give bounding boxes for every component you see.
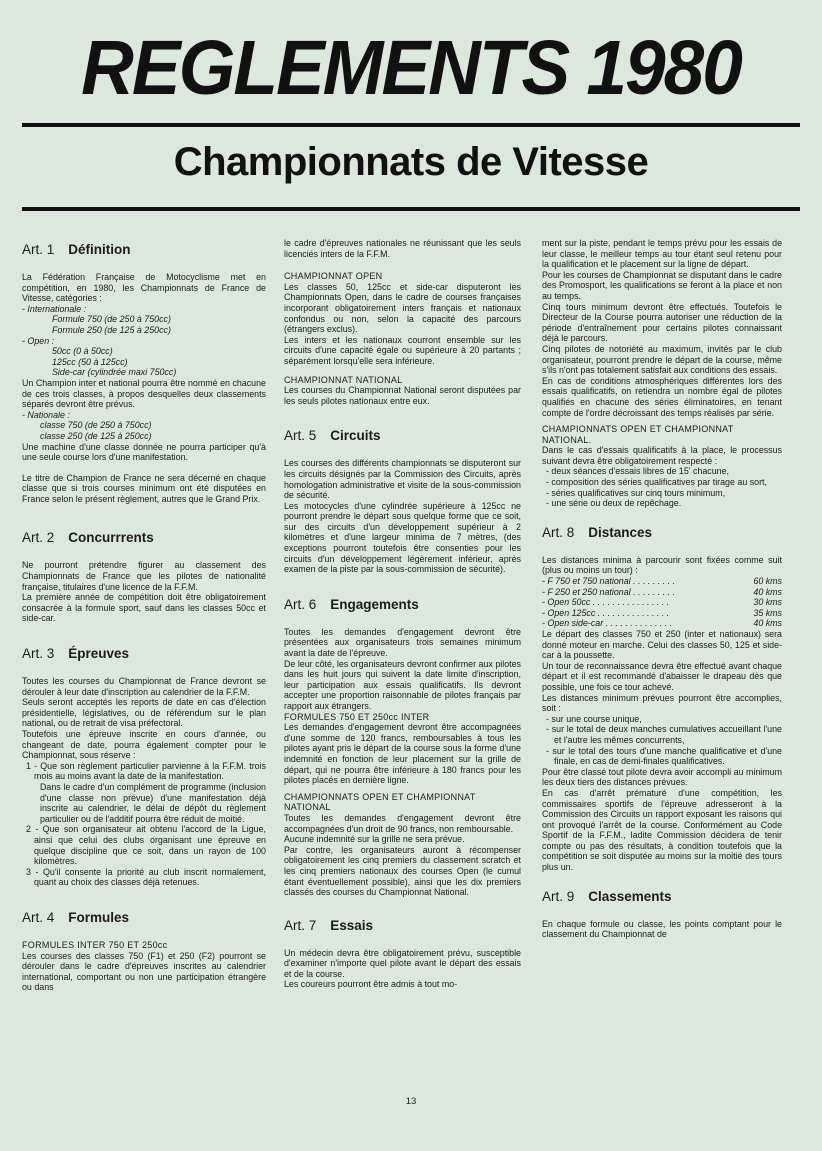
article-title: Concurrrents bbox=[68, 530, 154, 546]
list-item: Dans le cadre d'un complément de programme (inclusion d'une classe non prévue) d'une manifestation déjà inscrite au calendrier, le délai de dépôt du règlement particulier ou de l'additif pourra être réduit de moitié. bbox=[40, 781, 266, 824]
spacer bbox=[284, 367, 521, 375]
paragraph: Un tour de reconnaissance devra être effectué avant chaque départ et il est recommandé d'abaisser le drapeau dès que possible, une fois ce tour achevé. bbox=[542, 660, 782, 692]
list-item: classe 250 (de 125 à 250cc) bbox=[40, 430, 152, 441]
article-title: Formules bbox=[68, 909, 130, 925]
paragraph: Toutes les courses du Championnat de France devront se dérouler à leur date d'inscription au calendrier de la F.F.M. bbox=[22, 676, 266, 697]
paragraph: Par contre, les organisateurs auront à récompenser obligatoirement les cinq premiers du classement scratch et les cinq premiers nationaux des courses Open (le cumul étant éventuellement possible), ainsi que les dix premiers classés des courses du Championnat National. bbox=[284, 844, 521, 898]
spacer bbox=[22, 463, 266, 473]
paragraph: Les demandes d'engagement devront être accompagnées d'une somme de 120 francs, remboursables à tous les pilotes ayant pris le départ de la course sous la forme d'une indemnité en fonction de leur placement sur la grille de départ, qui ne pourra être inférieure à 180 francs pour les pilotes placés en dernière ligne. bbox=[284, 722, 521, 786]
paragraph: Les motocycles d'une cylindrée supérieure à 125cc ne pourront prendre le départ sous quelque forme que ce soit, sur des circuits d'un développement supérieur à 2 kilomètres et d'une largeur minima de 7 mètres, (des exceptions pourront toutefois être consenties pour les circuits d'un développement légèrement inférieur, après examen de la piste par la sous-commission de sécurité). bbox=[284, 500, 521, 575]
article-number: Art. 9 bbox=[542, 888, 575, 904]
spacer bbox=[22, 504, 266, 530]
list-item: - Nationale : bbox=[22, 409, 70, 420]
spacer bbox=[542, 873, 782, 889]
distance-value: 40 kms bbox=[753, 586, 782, 597]
article-title: Classements bbox=[588, 888, 672, 904]
list-item: - sur le total de deux manches cumulatives accueillant l'une et l'autre les mêmes concurrents, bbox=[546, 724, 782, 745]
section-heading: CHAMPIONNATS OPEN ET CHAMPIONNAT NATIONAL. bbox=[542, 424, 734, 445]
section-heading: FORMULES INTER 750 ET 250cc bbox=[22, 939, 168, 950]
paragraph: Cinq tours minimum devront être effectués. Toutefois le Directeur de la Course pourra autoriser une réduction de la période d'entraînement pour certains pilotes connaissant déjà le parcours. bbox=[542, 301, 782, 344]
list-item: 3 - Qu'il consente la priorité au club inscrit normalement, quant au choix des classes déjà retenues. bbox=[26, 866, 266, 888]
paragraph: Dans le cas d'essais qualificatifs à la place, le processus suivant devra être obligatoirement respecté : bbox=[542, 445, 782, 466]
article-title: Épreuves bbox=[68, 646, 130, 662]
distance-label: - F 250 et 250 national . . . . . . . . . bbox=[542, 586, 676, 597]
article-title: Distances bbox=[588, 524, 653, 540]
paragraph: En cas de conditions atmosphériques différentes lors des essais qualificatifs, on retiendra un nombre égal de pilotes qualifiés en chacune des séries éliminatoires, en tenant compte de l'ordre décroissant des temps réalisés par série. bbox=[542, 375, 782, 418]
paragraph: Les classes 50, 125cc et side-car disputeront les Championnats Open, dans le cadre de courses françaises incorporant obligatoirement inters français et nationaux confondus ou non, selon la capacité des parcours (étrangers exclus). bbox=[284, 281, 521, 335]
distance-label: - Open 125cc . . . . . . . . . . . . . . . bbox=[542, 607, 670, 618]
distance-row bbox=[542, 618, 782, 629]
column-2 bbox=[284, 238, 521, 990]
distance-label: - Open side-car . . . . . . . . . . . . . . bbox=[542, 618, 673, 629]
article-number: Art. 3 bbox=[22, 646, 55, 662]
distance-value: 35 kms bbox=[753, 607, 782, 618]
section-heading: CHAMPIONNATS OPEN ET CHAMPIONNAT NATIONAL bbox=[284, 791, 476, 813]
paragraph: Le départ des classes 750 et 250 (inter et nationaux) sera donné moteur en marche. Celui des classes 50, 125 et side-car à la poussette. bbox=[542, 629, 782, 661]
list-item: 125cc (50 à 125cc) bbox=[52, 356, 128, 367]
paragraph: Les courses des différents championnats se disputeront sur les circuits désignés par la Commission des Circuits, après homologation administrative et visite de la sous-commission de sécurité. bbox=[284, 458, 521, 501]
list-item: Formule 250 (de 125 à 250cc) bbox=[52, 324, 171, 335]
paragraph: Le titre de Champion de France ne sera décerné en chaque classe que si trois courses minimum ont été disputées en France selon le présent règlement, autres que le Grand Prix. bbox=[22, 472, 266, 504]
distance-row bbox=[542, 597, 782, 608]
list-item: Side-car (cylindrée maxi 750cc) bbox=[52, 367, 177, 378]
article-3-heading bbox=[22, 646, 266, 662]
section-heading: CHAMPIONNAT OPEN bbox=[284, 271, 383, 282]
spacer bbox=[284, 898, 521, 918]
spacer bbox=[542, 509, 782, 525]
article-6-heading bbox=[284, 597, 521, 613]
list-item: Formule 750 (de 250 à 750cc) bbox=[52, 314, 171, 325]
article-9-heading bbox=[542, 889, 782, 905]
paragraph: Toutes les demandes d'engagement devront être présentées aux organisateurs trois semaines minimum avant la date de l'épreuve. bbox=[284, 626, 521, 659]
list-item: 50cc (0 à 50cc) bbox=[52, 346, 113, 357]
paragraph: ment sur la piste, pendant le temps prévu pour les essais de leur classe, le meilleur temps au tour étant seul retenu pour la qualification et le placement sur la ligne de départ. bbox=[542, 238, 782, 270]
section-heading: FORMULES 750 ET 250cc INTER bbox=[284, 711, 430, 722]
article-number: Art. 5 bbox=[284, 428, 317, 444]
paragraph: le cadre d'épreuves nationales ne réunissant que les seuls licenciés inters de la F.F.M. bbox=[284, 238, 521, 259]
paragraph: Cinq pilotes de notoriété au maximum, invités par le club organisateur, pourront prendre le départ de la course, même s'ils n'ont pas totalement satisfait aux conditions des essais. bbox=[542, 343, 782, 376]
paragraph: Les distances minima à parcourir sont fixées comme suit (plus ou moins un tour) : bbox=[542, 554, 782, 576]
article-number: Art. 6 bbox=[284, 596, 317, 612]
paragraph: Pour les courses de Championnat se disputant dans le cadre des Promosport, les qualifications se feront à la place et non au temps. bbox=[542, 269, 782, 301]
article-title: Essais bbox=[330, 917, 374, 933]
paragraph: Les courses des classes 750 (F1) et 250 (F2) pourront se dérouler dans le cadre d'épreuves inscrites au calendrier international, comportant ou non une participation étrangère ou dans bbox=[22, 950, 266, 993]
distance-label: - F 750 et 750 national . . . . . . . . . bbox=[542, 576, 676, 587]
paragraph: Ne pourront prétendre figurer au classement des Championnats de France que les pilotes de nationalité française, titulaires d'une licence de la F.F.M. bbox=[22, 560, 266, 592]
article-2-heading bbox=[22, 530, 266, 546]
list-item: - sur une course unique, bbox=[546, 713, 642, 724]
paragraph: Pour être classé tout pilote devra avoir accompli au minimum les deux tiers des distances prévues. bbox=[542, 766, 782, 788]
paragraph: Les inters et les nationaux courront ensemble sur les circuits d'une capacité égale ou supérieure à 20 partants ; séparément lorsqu'elle sera inférieure. bbox=[284, 334, 521, 366]
article-7-heading bbox=[284, 918, 521, 934]
list-item: - sur le total des tours d'une manche qualificative et d'une finale, en cas de demi-finales qualificatives. bbox=[546, 745, 782, 767]
distance-value: 30 kms bbox=[753, 597, 782, 608]
paragraph: Aucune indemnité sur la grille ne sera prévue. bbox=[284, 834, 465, 845]
article-5-heading bbox=[284, 428, 521, 444]
article-number: Art. 2 bbox=[22, 530, 55, 546]
article-1-heading bbox=[22, 242, 266, 258]
distance-value: 60 kms bbox=[753, 576, 782, 587]
list-item: - une série ou deux de repêchage. bbox=[546, 498, 682, 509]
spacer bbox=[284, 575, 521, 597]
distance-value: 40 kms bbox=[753, 618, 782, 629]
distance-row bbox=[542, 608, 782, 619]
list-item: - composition des séries qualificatives par tirage au sort, bbox=[546, 477, 767, 488]
spacer bbox=[284, 259, 521, 271]
paragraph: La première année de compétition doit être obligatoirement consacrée à la formule sport, sauf dans les classes 50cc et side-car. bbox=[22, 592, 266, 624]
article-number: Art. 8 bbox=[542, 524, 575, 540]
page-number: 13 bbox=[405, 1096, 417, 1107]
spacer bbox=[284, 406, 521, 428]
paragraph: Les distances minimum prévues pourront être accomplies, soit : bbox=[542, 692, 782, 714]
paragraph: Seuls seront acceptés les reports de date en cas d'élection présidentielle, législatives, ou de référendum sur le plan national, ou de retrait de visa préfectoral. bbox=[22, 697, 266, 729]
page-title: REGLEMENTS 1980 bbox=[81, 25, 741, 112]
column-3 bbox=[542, 238, 782, 940]
article-title: Définition bbox=[68, 242, 131, 257]
paragraph: Un Champion inter et national pourra être nommé en chacune de ces trois classes, à propos desquelles deux classements séparés devront être prévus. bbox=[22, 377, 266, 410]
distance-label: - Open 50cc . . . . . . . . . . . . . . . . bbox=[542, 597, 670, 608]
paragraph: Toutefois une épreuve inscrite en cours d'année, ou changeant de date, pourra également compter pour le Championnat, sous réserve : bbox=[22, 729, 266, 761]
article-number: Art. 7 bbox=[284, 917, 317, 933]
article-number: Art. 4 bbox=[22, 909, 55, 925]
article-8-heading bbox=[542, 525, 782, 541]
distance-row bbox=[542, 576, 782, 587]
column-1 bbox=[22, 242, 266, 993]
subtitle-rule bbox=[22, 207, 800, 211]
article-title: Circuits bbox=[330, 428, 381, 444]
list-item: 1 - Que son règlement particulier parvienne à la F.F.M. trois mois au moins avant la date de la manifestation. bbox=[26, 760, 266, 782]
paragraph: En cas d'arrêt prématuré d'une compétition, les commissaires sportifs de l'épreuve adresseront à la Commission des Circuits un rapport exposant les raisons qui ont provoqué l'arrêt de la course. Conformément au Code Sportif de la F.F.M., ladite Commission décidera de tenir compte ou pas des résultats, à condition toutefois que la compétition se soit disputée au moins sur la moitié des tours plus un. bbox=[542, 787, 782, 873]
paragraph: La Fédération Française de Motocyclisme met en compétition, en 1980, les Championnats de France de Vitesse, catégories : bbox=[22, 272, 266, 304]
list-item: - séries qualificatives sur cinq tours minimum, bbox=[546, 487, 726, 498]
distance-row bbox=[542, 587, 782, 598]
spacer bbox=[22, 624, 266, 646]
list-item: classe 750 (de 250 à 750cc) bbox=[40, 420, 152, 431]
list-item: 2 - Que son organisateur ait obtenu l'accord de la Ligue, ainsi que celui des clubs organisant une épreuve en quelque discipline que ce soit, dans un rayon de 100 kilomètres. bbox=[26, 824, 266, 867]
paragraph: Une machine d'une classe donnée ne pourra participer qu'à une seule course lors d'une manifestation. bbox=[22, 441, 266, 463]
article-title: Engagements bbox=[330, 596, 419, 612]
paragraph: En chaque formule ou classe, les points comptant pour le classement du Championnat de bbox=[542, 918, 782, 940]
paragraph: Les coureurs pourront être admis à tout mo- bbox=[284, 979, 458, 990]
article-number: Art. 1 bbox=[22, 242, 55, 257]
paragraph: De leur côté, les organisateurs devront confirmer aux pilotes dans les huit jours qui suivent la date limite d'inscription, leur participation aux essais qualificatifs. Ils devront accepter une proportion raisonnable de pilotes français par rapport aux étrangers. bbox=[284, 658, 521, 711]
page-subtitle: Championnats de Vitesse bbox=[173, 140, 649, 184]
paragraph: Un médecin devra être obligatoirement prévu, susceptible d'examiner n'importe quel pilote avant le départ des essais et de la course. bbox=[284, 947, 521, 979]
list-item: - Internationale : bbox=[22, 303, 87, 314]
paragraph: Les courses du Championnat National seront disputées par les seuls pilotes nationaux entre eux. bbox=[284, 385, 521, 406]
article-4-heading bbox=[22, 910, 266, 926]
list-item: - Open : bbox=[22, 335, 55, 346]
spacer bbox=[22, 888, 266, 910]
section-heading: CHAMPIONNAT NATIONAL bbox=[284, 374, 403, 385]
paragraph: Toutes les demandes d'engagement devront être accompagnées d'un droit de 90 francs, non remboursable. bbox=[284, 812, 521, 834]
title-rule bbox=[22, 123, 800, 127]
list-item: - deux séances d'essais libres de 15' chacune, bbox=[546, 466, 729, 477]
